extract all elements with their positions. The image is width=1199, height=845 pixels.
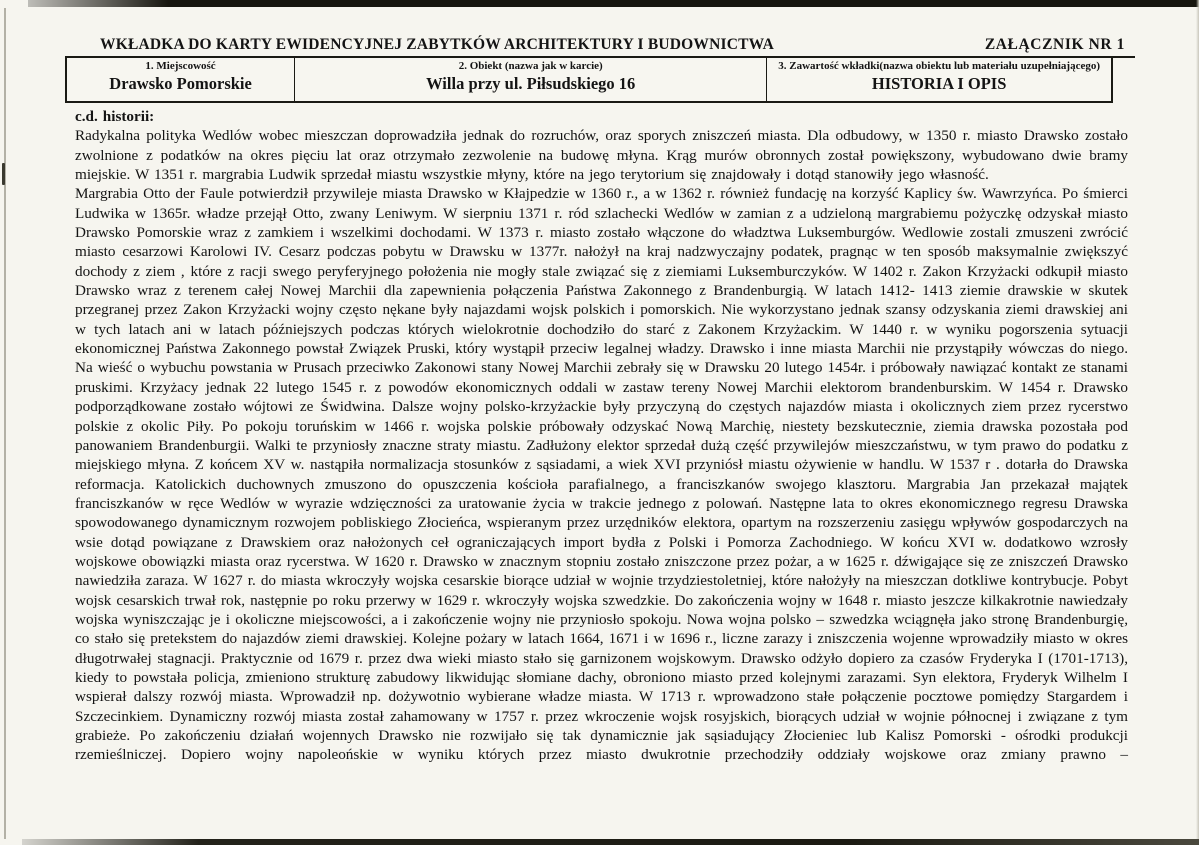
scan-edge-left	[4, 8, 6, 839]
history-paragraph-2: Margrabia Otto der Faule potwierdził przywileje miasta Drawsko w Kłajpedzie w 1360 r., a w 1362 r. również fundację na korzyść Kaplicy św. Wawrzyńca. Po śmierci Ludwika w 1365r. władze przejął Otto, zwany Leniwym. W sierpniu 1371 r. ród szlachecki Wedlów w zamian z a udzieloną margrabiemu pożyczkę odzyskał miasto Drawsko Pomorskie wraz z zamkiem i wszelkimi dochodami. W 1373 r. miasto zostało włączone do władztwa Luksemburgów. Wedlowie zostali zmuszeni zwrócić miasto cesarzowi Karolowi IV. Cesarz podczas pobytu w Drawsku w 1377r. nałożył na kraj nadzwyczajny podatek, pragnąc w ten sposób maksymalnie zwiększyć dochody z ziem , które z racji swego peryferyjnego położenia nie mogły stale związać się z ziemiami Luksemburczyków. W 1402 r. Zakon Krzyżacki odkupił miasto Drawsko wraz z terenem całej Nowej Marchii dla zapewnienia połączenia Państwa Zakonnego z Brandenburgią. W latach 1412- 1413 ziemie drawskie w skutek przegranej przez Zakon Krzyżacki wojny często nękane były najazdami wojsk polskich i pomorskich. Nie wykorzystano jednak szansy odzyskania ziemi drawskiej ani w tych latach ani w latach późniejszych podczas których wielokrotnie dochodziło do starć z Zakonem Krzyżackim. W 1440 r. w wyniku pogorszenia sytuacji ekonomicznej Państwa Zakonnego powstał Związek Pruski, który wystąpił przeciw legalnej władzy. Drawsko i inne miasta Marchii nie przystąpiły wówczas do niego. Na wieść o wybuchu powstania w Prusach przeciwko Zakonowi stany Nowej Marchii zebrały się w Drawsku 20 lutego 1454r. i próbowały nawiązać kontakt ze stanami pruskimi. Krzyżacy jednak 22 lutego 1545 r. z powodów ekonomicznych oddali w zastaw tereny Nowej Marchii elektorom brandenburskim. W 1454 r. Drawsko podporządkowane zostało wójtowi ze Świdwina. Dalsze wojny polsko-krzyżackie były przyczyną do częstych najazdów miasta i okolicznych ziem przez rycerstwo polskie z okolic Piły. Po pokoju toruńskim w 1466 r. wojska polskie próbowały odzyskać Nową Marchię, niestety bezskutecznie, ziemia drawska pozostała pod panowaniem Brandenburgii. Walki te przyniosły znaczne straty miastu. Zadłużony elektor sprzedał dużą część przywilejów mieszczaństwu, w tym prawo do podatku z miejskiego młyna. Z końcem XV w. nastąpiła normalizacja stosunków z sąsiadami, a wiek XVI przyniósł miastu ożywienie w handlu. W 1537 r . dotarła do Drawska reformacja. Katolickich duchownych zmuszono do opuszczenia kościoła parafialnego, a franciszkanów swojego klasztoru. Margrabia Jan przekazał majątek franciszkanów w ręce Wedlów w wyrazie wdzięczności za uratowanie życia w trakcie jednego z polowań. Następne lata to okres ekonomicznego regresu Drawska spowodowanego dynamicznym rozwojem pobliskiego Złocieńca, wspieranym przez urzędników elektora, opartym na rozszerzeniu zasięgu wpływów gospodarczych na wsie dotąd powiązane z Drawskiem oraz nałożonych ceł ograniczających import bydła z Polski i Pomorza Zachodniego. W końcu XVI w. dodatkowo wzrosły wojskowe obowiązki miasta oraz rycerstwa. W 1620 r. Drawsko w znacznym stopniu zostało zniszczone przez pożar, a w 1625 r. dźwigające się ze zniszczeń Drawsko nawiedziła zaraza. W 1627 r. do miasta wkroczyły wojska cesarskie biorące udział w wojnie trzydziestoletniej, które nałożyły na mieszczan dotkliwe kontrybucje. Pobyt wojsk cesarskich trwał rok, następnie po roku przerwy w 1629 r. wkroczyły wojska szwedzkie. Do zakończenia wojny w 1648 r. miasto jeszcze kilkakrotnie nawiedzały wojska wyniszczając je i okoliczne miejscowości, a i zakończenie wojny nie przyniosło spokoju. Nowa wojna polsko – szwedzka wciągnęła jako stronę Brandenburgię, co stało się pretekstem do najazdów ziemi drawskiej. Kolejne pożary w latach 1664, 1671 i w 1696 r., liczne zarazy i zniszczenia wojenne wprowadziły miasto w okres długotrwałej stagnacji. Praktycznie od 1679 r. przez dwa wieki miasto stało się garnizonem wojskowym. Drawsko odżyło dopiero za czasów Fryderyka I (1701-1713), kiedy to powstała policja, zmieniono strukturę zabudowy likwidując słomiane dachy, obroniono miasto przed kolejnymi zarazami. Syn elektora, Fryderyk Wilhelm I wspierał dalszy rozwój miasta. Wprowadził np. dożywotnio wybierane władze miasta. W 1713 r. wprowadzono stałe połączenie pocztowe pomiędzy Stargardem i Szczecinkiem. Dynamiczny rozwój miasta został zahamowany w 1757 r. przez wkroczenie wojsk rosyjskich, biorących udział w wojnie północnej i związane z tym grabieże. Po zakończeniu działań wojennych Drawsko nie rozwijało się tak dynamicznie jak sąsiadujący Złocieniec lub Kalisz Pomorski - ośrodki produkcji rzemieślniczej. Dopiero wojny napoleońskie w wyniku których przez miasto dwukrotnie przechodziły oddziały wojskowe oraz zmiany prawno –	[75, 185, 1128, 764]
table-cell-object	[294, 58, 766, 101]
header-table	[65, 58, 1113, 103]
object-label: 2. Obiekt (nazwa jak w karcie)	[458, 60, 603, 72]
document-header	[65, 36, 1135, 54]
table-cell-contents	[766, 58, 1111, 101]
locality-value: Drawsko Pomorskie	[109, 74, 252, 93]
history-paragraph-1: Radykalna polityka Wedlów wobec mieszczan doprowadziła jednak do rozruchów, oraz sporych zniszczeń miasta. Dla odbudowy, w 1350 r. miasto Drawsko zostało zwolnione z podatków na okres pięciu lat oraz otrzymało zezwolenie na budowę młyna. Krąg murów obronnych został powiększony, wybudowano dwie bramy miejskie. W 1351 r. margrabia Ludwik sprzedał miastu wszystkie młyny, które na jego terytorium się znajdowały i dotąd stanowiły jego własność.	[75, 127, 1128, 184]
contents-value: HISTORIA I OPIS	[871, 74, 1007, 93]
attachment-number-label: ZAŁĄCZNIK NR 1	[984, 36, 1125, 53]
locality-label: 1. Miejscowość	[145, 60, 216, 72]
table-cell-locality	[67, 58, 294, 101]
contents-label: 3. Zawartość wkładki(nazwa obiektu lub materiału uzupełniającego)	[778, 60, 1101, 72]
scan-mark-left	[2, 163, 5, 185]
section-heading: c.d. historii:	[75, 108, 155, 125]
history-text-block	[75, 107, 1128, 765]
scan-edge-bottom	[22, 839, 1199, 845]
document-title: WKŁADKA DO KARTY EWIDENCYJNEJ ZABYTKÓW ARCHITEKTURY I BUDOWNICTWA	[100, 36, 775, 53]
object-value: Willa przy ul. Piłsudskiego 16	[426, 74, 636, 93]
scan-edge-top	[28, 0, 1199, 7]
